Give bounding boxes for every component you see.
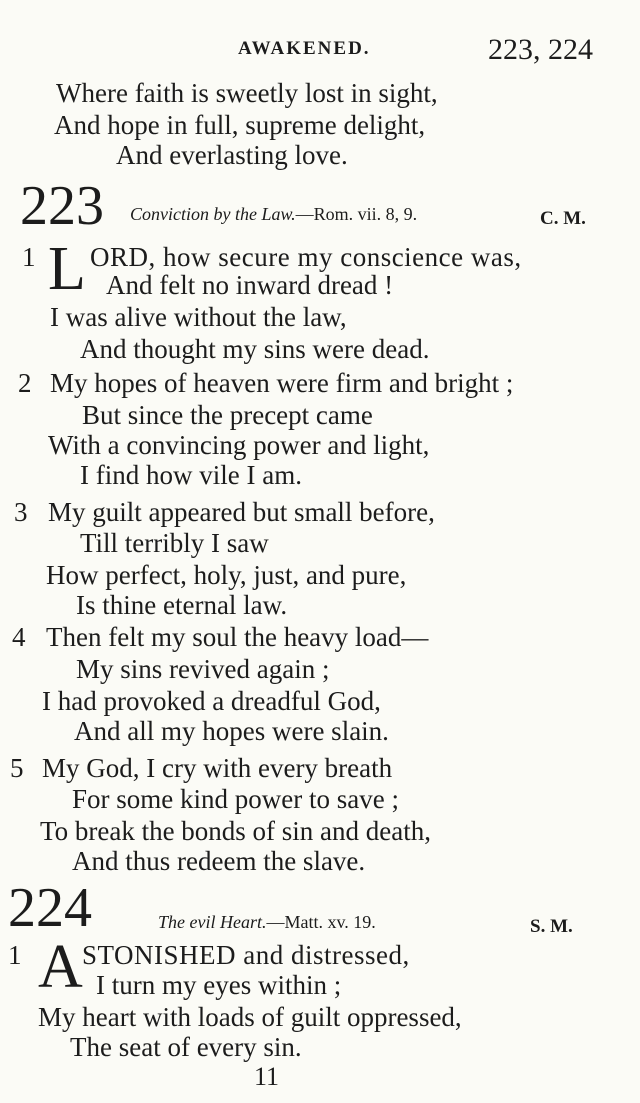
hymn-meter: C. M. <box>540 208 586 229</box>
verse-line: Is thine eternal law. <box>76 590 288 620</box>
hymn-reference: —Matt. xv. 19. <box>266 912 376 932</box>
signature-mark: 11 <box>254 1062 280 1091</box>
hymn-subtitle <box>158 912 376 933</box>
continuation-line: And everlasting love. <box>116 140 348 170</box>
hymn-reference: —Rom. vii. 8, 9. <box>295 204 418 224</box>
verse-line: I was alive without the law, <box>50 302 347 332</box>
verse-line: I had provoked a dreadful God, <box>42 686 381 716</box>
stanza-number: 3 <box>14 497 28 527</box>
continuation-line: And hope in full, supreme delight, <box>54 110 426 140</box>
stanza-number: 2 <box>18 368 32 398</box>
verse-line: How perfect, holy, just, and pure, <box>46 560 407 590</box>
verse-line: STONISHED and distressed, <box>82 940 410 970</box>
drop-cap: A <box>38 933 83 1001</box>
verse-line: And all my hopes were slain. <box>74 716 389 746</box>
hymn-number: 223 <box>20 175 104 237</box>
hymn-title: Conviction by the Law. <box>130 204 296 224</box>
verse-line: My heart with loads of guilt oppressed, <box>38 1002 462 1032</box>
verse-line: My sins revived again ; <box>76 654 330 684</box>
verse-line: The seat of every sin. <box>70 1032 302 1062</box>
stanza-number: 1 <box>22 242 36 272</box>
hymn-meter: S. M. <box>530 916 573 937</box>
verse-line: I find how vile I am. <box>80 460 302 490</box>
page-hymn-numbers: 223, 224 <box>488 33 593 66</box>
verse-line: And felt no inward dread ! <box>106 270 394 300</box>
verse-line: But since the precept came <box>82 400 373 430</box>
verse-line: Then felt my soul the heavy load— <box>46 622 429 652</box>
running-head: AWAKENED. <box>238 38 371 59</box>
verse-line: To break the bonds of sin and death, <box>40 816 432 846</box>
verse-line: And thought my sins were dead. <box>80 334 430 364</box>
verse-line: For some kind power to save ; <box>72 784 399 814</box>
stanza-number: 5 <box>10 753 24 783</box>
verse-line: Till terribly I saw <box>80 528 269 558</box>
verse-line: My God, I cry with every breath <box>42 753 393 783</box>
hymn-subtitle <box>130 204 417 225</box>
hymn-title: The evil Heart. <box>158 912 267 932</box>
stanza-number: 1 <box>8 940 22 970</box>
verse-line: My hopes of heaven were firm and bright ; <box>50 368 514 398</box>
verse-line: And thus redeem the slave. <box>72 846 366 876</box>
verse-line: My guilt appeared but small before, <box>48 497 435 527</box>
stanza-number: 4 <box>12 622 26 652</box>
hymn-number: 224 <box>8 877 92 939</box>
continuation-line: Where faith is sweetly lost in sight, <box>56 78 438 108</box>
verse-line: I turn my eyes within ; <box>96 970 342 1000</box>
drop-cap: L <box>48 235 86 303</box>
verse-line: With a convincing power and light, <box>48 430 430 460</box>
verse-line: ORD, how secure my conscience was, <box>90 242 522 272</box>
